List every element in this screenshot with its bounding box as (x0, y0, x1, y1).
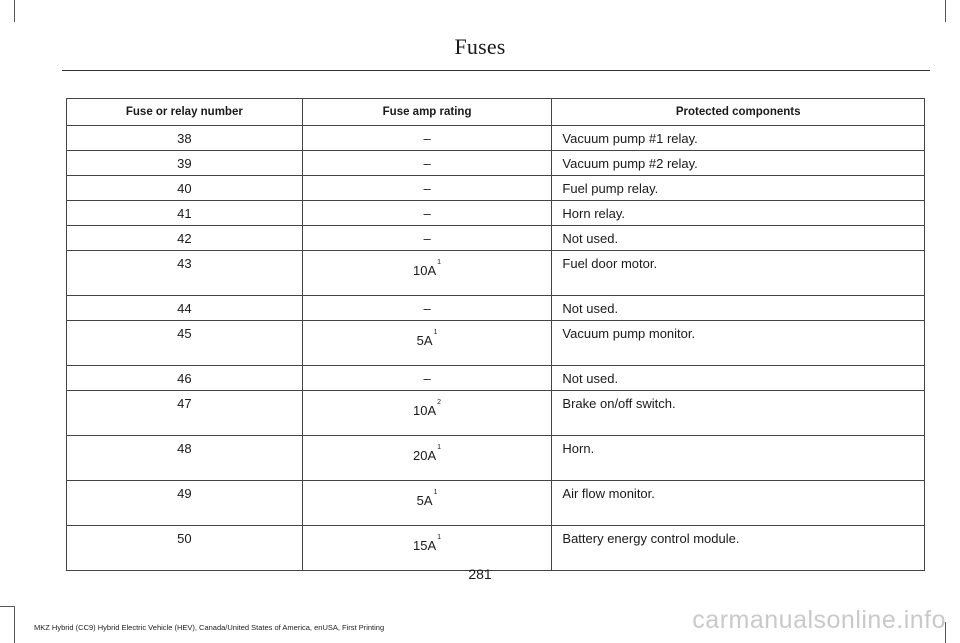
fuse-table (66, 98, 925, 571)
amp-rating-value: – (423, 130, 431, 146)
protected-component-cell: Horn. (552, 436, 925, 481)
amp-rating-cell (302, 251, 552, 296)
fuse-number-cell: 46 (67, 366, 303, 391)
table-body (67, 126, 925, 571)
crop-mark-top-left-vertical (14, 0, 15, 22)
protected-component-cell: Battery energy control module. (552, 526, 925, 571)
table-row (67, 201, 925, 226)
amp-rating-cell (302, 176, 552, 201)
table-row (67, 126, 925, 151)
fuse-number-cell: 49 (67, 481, 303, 526)
amp-rating-value: 10A (413, 263, 437, 278)
amp-rating-cell (302, 226, 552, 251)
protected-component-cell: Vacuum pump monitor. (552, 321, 925, 366)
page-number: 281 (468, 566, 492, 582)
crop-mark-bottom-left-vertical (14, 606, 15, 643)
fuse-number-cell: 38 (67, 126, 303, 151)
footnote-marker: 1 (437, 534, 442, 541)
amp-rating-cell (302, 391, 552, 436)
protected-component-cell: Vacuum pump #1 relay. (552, 126, 925, 151)
page-title: Fuses (454, 34, 506, 59)
amp-rating-cell (302, 296, 552, 321)
amp-rating-cell (302, 366, 552, 391)
table-row (67, 226, 925, 251)
amp-rating-value: – (423, 230, 431, 246)
fuse-number-cell: 47 (67, 391, 303, 436)
fuse-number-cell: 41 (67, 201, 303, 226)
amp-rating-value: – (423, 300, 431, 316)
table-row (67, 526, 925, 571)
amp-rating-value: – (423, 205, 431, 221)
protected-component-cell: Air flow monitor. (552, 481, 925, 526)
table-row (67, 391, 925, 436)
footnote-marker: 2 (437, 399, 442, 406)
protected-component-cell: Brake on/off switch. (552, 391, 925, 436)
fuse-number-cell: 40 (67, 176, 303, 201)
amp-rating-cell (302, 436, 552, 481)
amp-rating-cell (302, 201, 552, 226)
table-header-row (67, 99, 925, 126)
protected-component-cell: Vacuum pump #2 relay. (552, 151, 925, 176)
amp-rating-value: 20A (413, 448, 437, 463)
table-row (67, 296, 925, 321)
fuse-number-cell: 48 (67, 436, 303, 481)
amp-rating-cell (302, 321, 552, 366)
footnote-marker: 1 (437, 444, 442, 451)
footnote-marker: 1 (433, 489, 438, 496)
protected-component-cell: Not used. (552, 366, 925, 391)
protected-component-cell: Fuel door motor. (552, 251, 925, 296)
amp-rating-cell (302, 481, 552, 526)
table-row (67, 321, 925, 366)
amp-rating-value: – (423, 370, 431, 386)
fuse-number-cell: 42 (67, 226, 303, 251)
column-header-protected-components: Protected components (552, 99, 925, 126)
table-row (67, 251, 925, 296)
amp-rating-value: – (423, 155, 431, 171)
table-row (67, 176, 925, 201)
table-row (67, 436, 925, 481)
protected-component-cell: Horn relay. (552, 201, 925, 226)
fuse-number-cell: 45 (67, 321, 303, 366)
watermark: carmanualsonline.info (692, 606, 946, 634)
amp-rating-value: – (423, 180, 431, 196)
amp-rating-value: 10A (413, 403, 437, 418)
amp-rating-value: 5A (416, 493, 433, 508)
column-header-fuse-number: Fuse or relay number (67, 99, 303, 126)
amp-rating-cell (302, 151, 552, 176)
amp-rating-cell (302, 526, 552, 571)
crop-mark-bottom-left-horizontal (0, 606, 14, 607)
footer-text: MKZ Hybrid (CC9) Hybrid Electric Vehicle (HEV), Canada/United States of America, enUSA, First Printing (34, 623, 385, 632)
protected-component-cell: Not used. (552, 226, 925, 251)
table-row (67, 151, 925, 176)
footnote-marker: 1 (437, 259, 442, 266)
protected-component-cell: Not used. (552, 296, 925, 321)
amp-rating-cell (302, 126, 552, 151)
protected-component-cell: Fuel pump relay. (552, 176, 925, 201)
fuse-number-cell: 44 (67, 296, 303, 321)
amp-rating-value: 15A (413, 538, 437, 553)
column-header-amp-rating: Fuse amp rating (302, 99, 552, 126)
amp-rating-value: 5A (416, 333, 433, 348)
fuse-number-cell: 43 (67, 251, 303, 296)
crop-mark-top-right-vertical (945, 0, 946, 22)
fuse-number-cell: 50 (67, 526, 303, 571)
fuse-number-cell: 39 (67, 151, 303, 176)
table-row (67, 481, 925, 526)
title-rule (62, 70, 930, 71)
footnote-marker: 1 (433, 329, 438, 336)
table-row (67, 366, 925, 391)
